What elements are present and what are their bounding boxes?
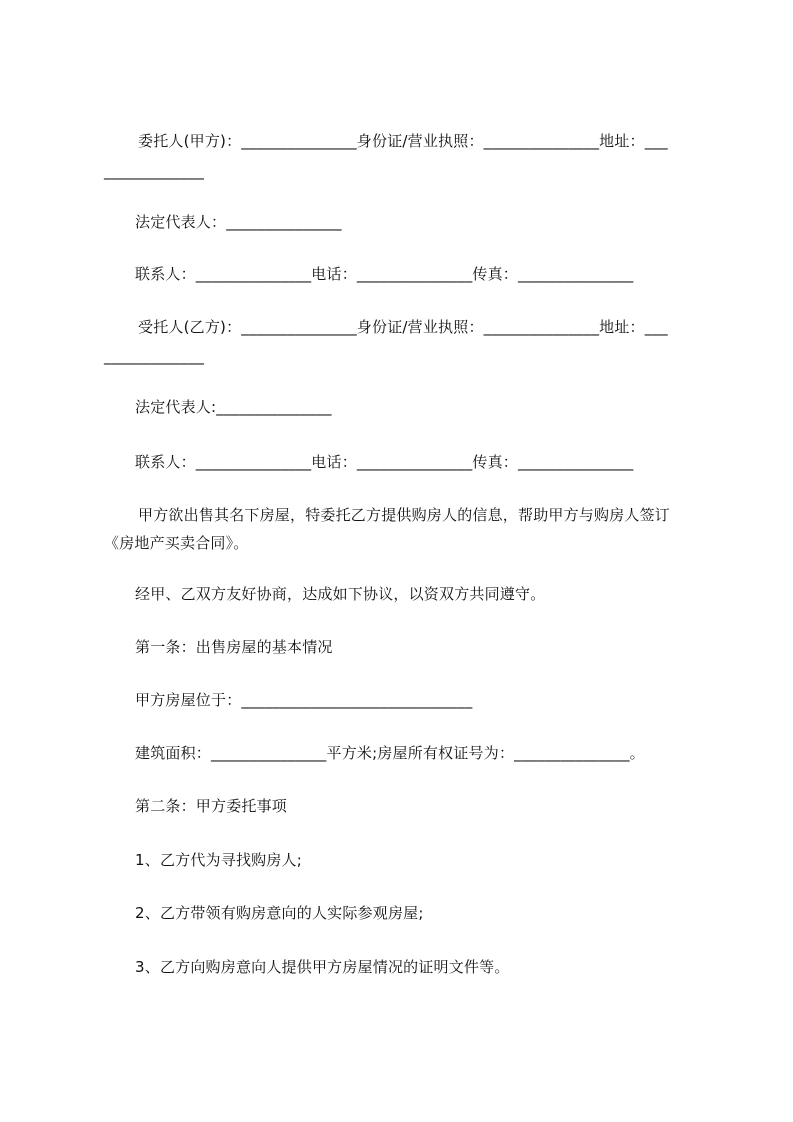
agent-legal-representative: 法定代表人:_______________ [135, 398, 332, 416]
agent-address-continuation: _____________ [104, 347, 205, 365]
principal-contact-line: 联系人：_______________电话：_______________传真：_______________ [135, 265, 634, 283]
entrusted-item-2: 2、乙方带领有购房意向的人实际参观房屋; [135, 904, 424, 922]
agent-party-b-line: 受托人(乙方)：_______________身份证/营业执照：_______________地址：___ [138, 318, 668, 336]
purpose-paragraph-line-2: 《房地产买卖合同》。 [104, 534, 249, 552]
entrusted-item-1: 1、乙方代为寻找购房人; [135, 851, 302, 869]
entrusted-item-3: 3、乙方向购房意向人提供甲方房屋情况的证明文件等。 [135, 958, 510, 976]
agreement-intro: 经甲、乙双方友好协商，达成如下协议，以资双方共同遵守。 [135, 585, 546, 603]
article-1-heading: 第一条：出售房屋的基本情况 [135, 638, 333, 656]
article-2-heading: 第二条：甲方委托事项 [135, 797, 288, 815]
building-area-line: 建筑面积：_______________平方米;房屋所有权证号为：_______________。 [135, 744, 645, 762]
principal-address-continuation: _____________ [104, 162, 205, 180]
agent-contact-line: 联系人：_______________电话：_______________传真：_______________ [135, 453, 634, 471]
principal-party-a-line: 委托人(甲方)：_______________身份证/营业执照：_______________地址：___ [138, 132, 668, 150]
purpose-paragraph-line-1: 甲方欲出售其名下房屋，特委托乙方提供购房人的信息，帮助甲方与购房人签订 [138, 506, 671, 524]
principal-legal-representative: 法定代表人：_______________ [135, 213, 342, 231]
property-location-line: 甲方房屋位于：______________________________ [135, 691, 473, 709]
